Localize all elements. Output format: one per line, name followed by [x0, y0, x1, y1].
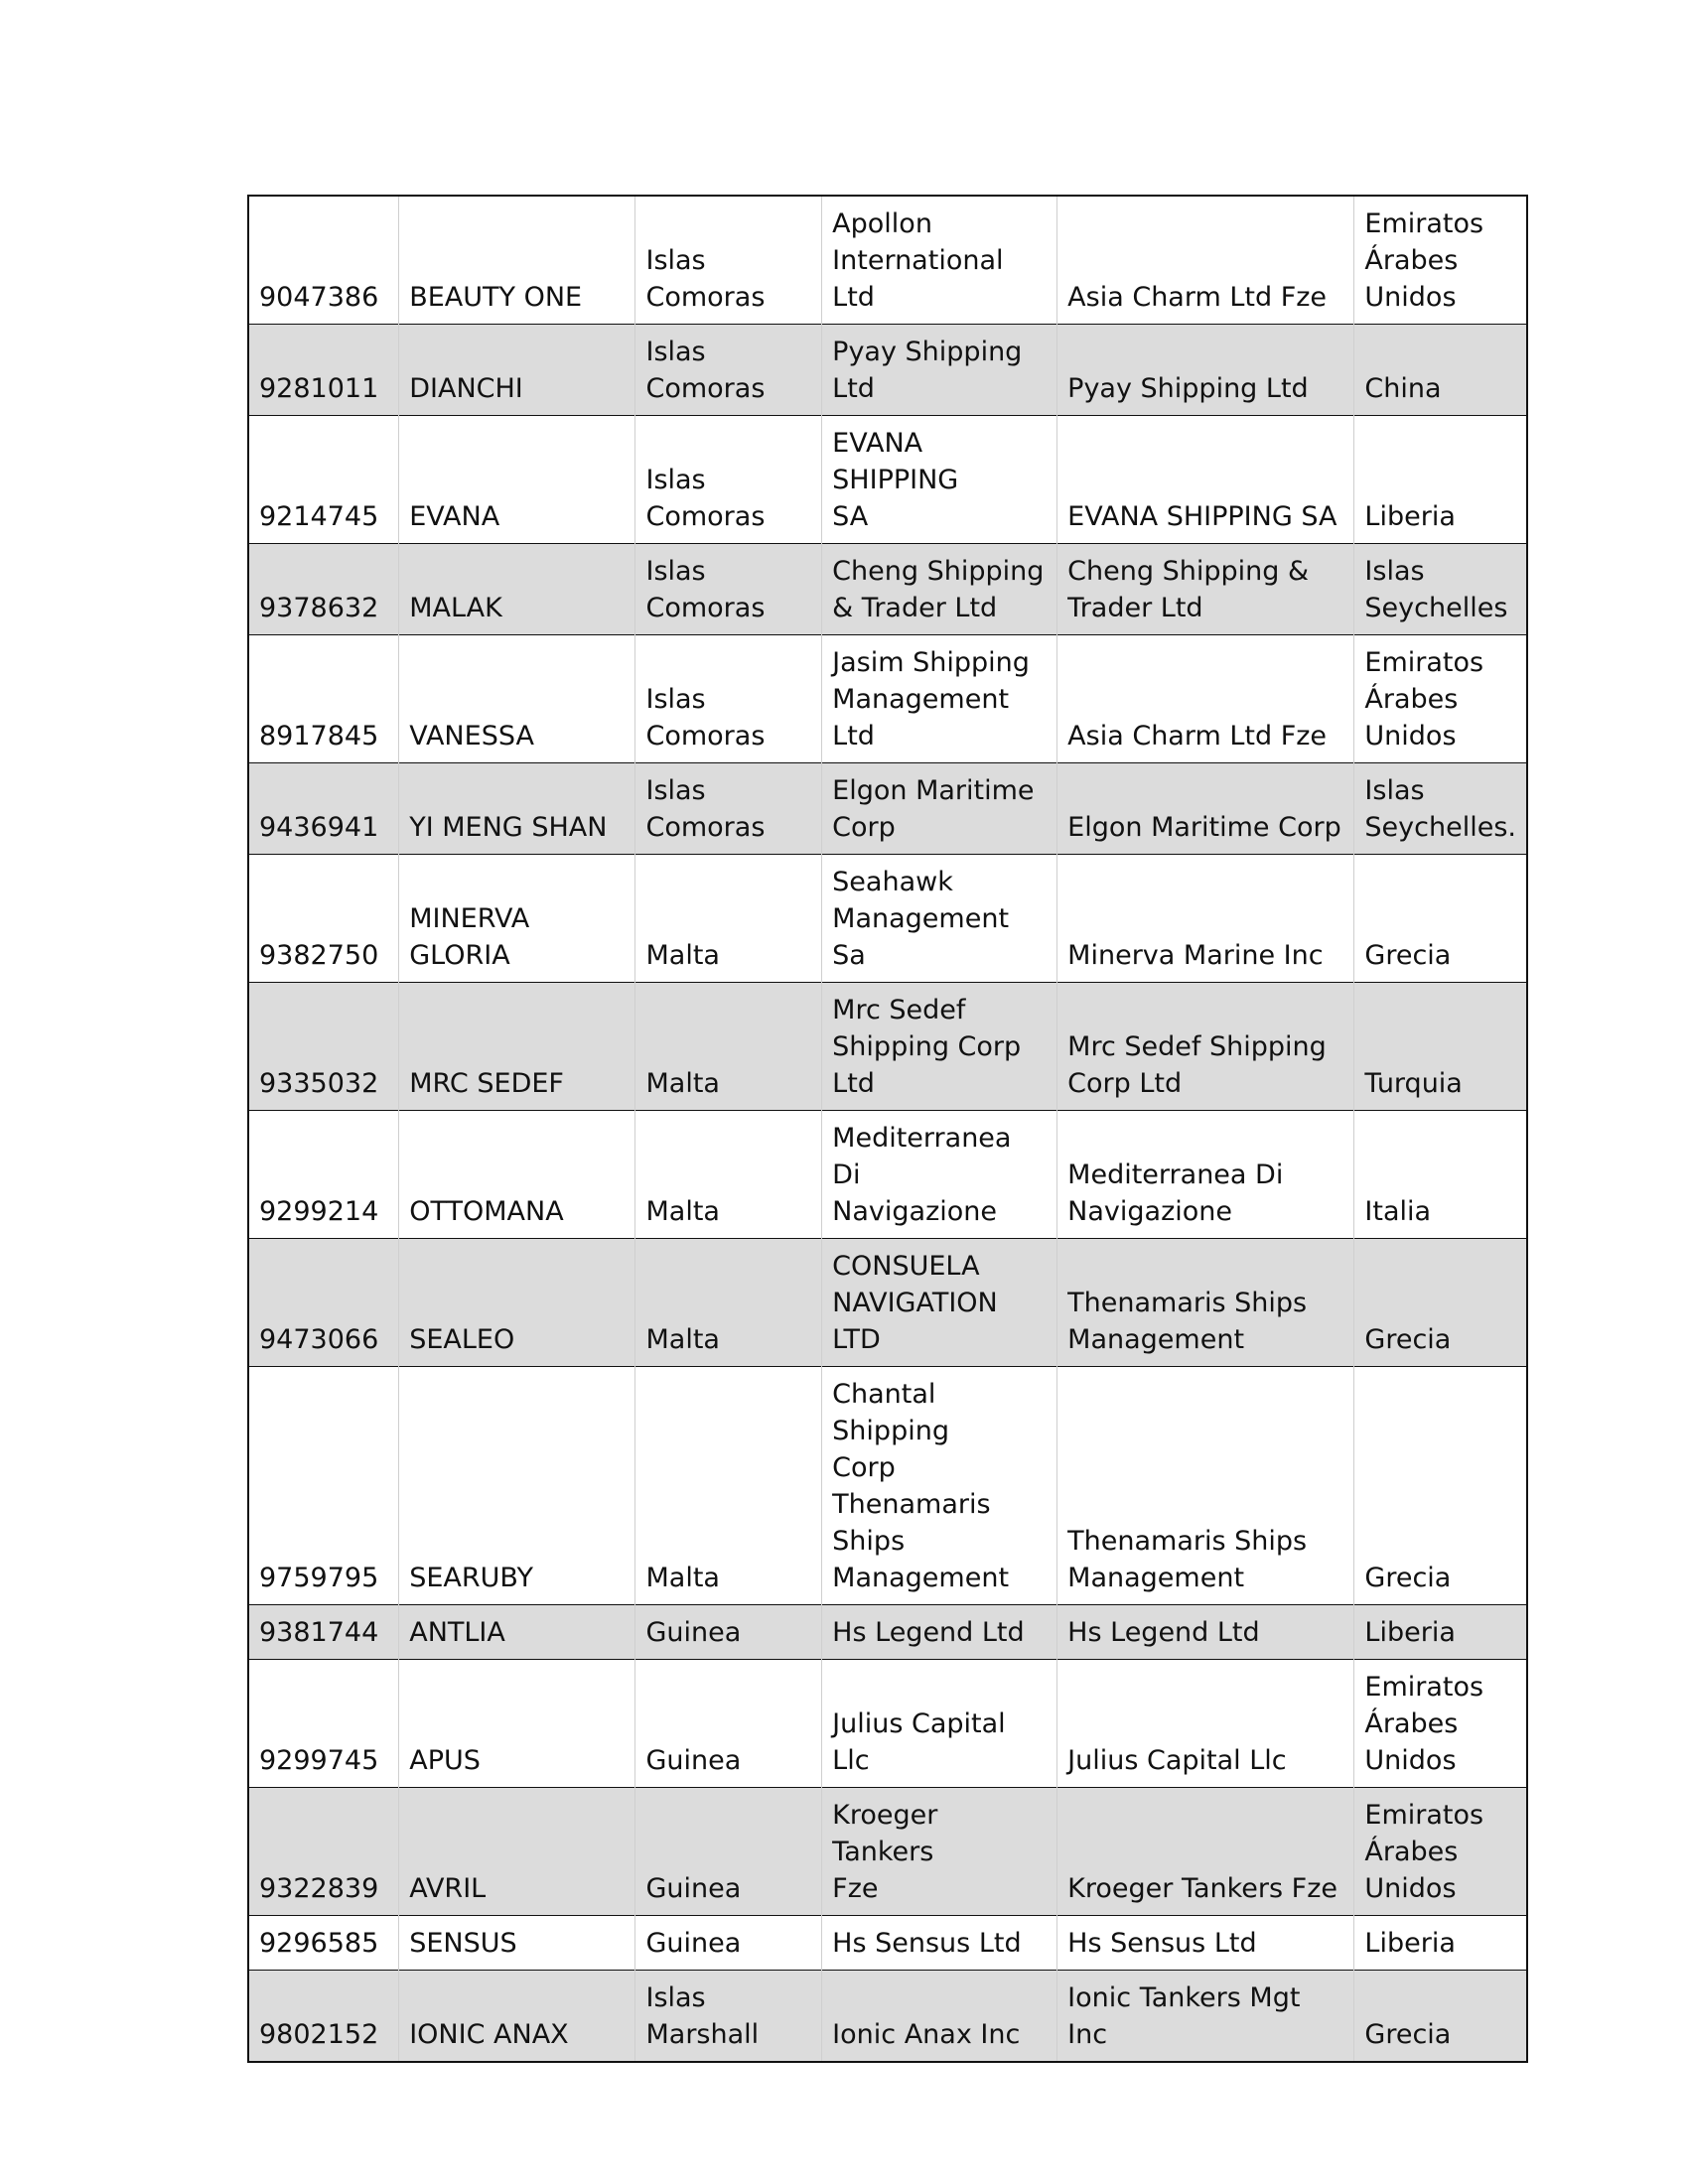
country-cell: Liberia: [1354, 1916, 1527, 1971]
flag-state-cell: Malta: [635, 1367, 822, 1605]
manager-cell: Minerva Marine Inc: [1057, 855, 1354, 983]
vessel-name-cell: ANTLIA: [399, 1605, 635, 1660]
flag-state-cell: Guinea: [635, 1788, 822, 1916]
vessel-name-cell: YI MENG SHAN: [399, 763, 635, 855]
country-cell: Emiratos Árabes Unidos: [1354, 196, 1527, 325]
table-row: [248, 416, 1527, 544]
vessel-name-cell: SEALEO: [399, 1239, 635, 1367]
imo-number-cell: 9381744: [248, 1605, 399, 1660]
vessel-name-cell: MINERVA GLORIA: [399, 855, 635, 983]
registered-owner-cell: Ionic Anax Inc: [822, 1971, 1057, 2063]
registered-owner-cell: Pyay Shipping Ltd: [822, 325, 1057, 416]
table-row: [248, 1239, 1527, 1367]
country-cell: Italia: [1354, 1111, 1527, 1239]
flag-state-cell: Islas Marshall: [635, 1971, 822, 2063]
imo-number-cell: 9322839: [248, 1788, 399, 1916]
table-row: [248, 635, 1527, 763]
vessel-name-cell: DIANCHI: [399, 325, 635, 416]
manager-cell: Pyay Shipping Ltd: [1057, 325, 1354, 416]
imo-number-cell: 9299745: [248, 1660, 399, 1788]
manager-cell: Julius Capital Llc: [1057, 1660, 1354, 1788]
registered-owner-cell: Kroeger Tankers Fze: [822, 1788, 1057, 1916]
registered-owner-cell: Hs Sensus Ltd: [822, 1916, 1057, 1971]
country-cell: Emiratos Árabes Unidos: [1354, 635, 1527, 763]
country-cell: Islas Seychelles.: [1354, 763, 1527, 855]
vessel-name-cell: MRC SEDEF: [399, 983, 635, 1111]
flag-state-cell: Malta: [635, 1111, 822, 1239]
imo-number-cell: 9473066: [248, 1239, 399, 1367]
vessel-name-cell: VANESSA: [399, 635, 635, 763]
imo-number-cell: 9214745: [248, 416, 399, 544]
manager-cell: Hs Sensus Ltd: [1057, 1916, 1354, 1971]
table-row: [248, 1916, 1527, 1971]
manager-cell: Ionic Tankers Mgt Inc: [1057, 1971, 1354, 2063]
table-row: [248, 983, 1527, 1111]
flag-state-cell: Islas Comoras: [635, 416, 822, 544]
manager-cell: Asia Charm Ltd Fze: [1057, 196, 1354, 325]
imo-number-cell: 9759795: [248, 1367, 399, 1605]
registered-owner-cell: Seahawk Management Sa: [822, 855, 1057, 983]
imo-number-cell: 9047386: [248, 196, 399, 325]
manager-cell: Elgon Maritime Corp: [1057, 763, 1354, 855]
table-row: [248, 1605, 1527, 1660]
table-row: [248, 855, 1527, 983]
table-row: [248, 763, 1527, 855]
vessel-name-cell: SEARUBY: [399, 1367, 635, 1605]
country-cell: Turquia: [1354, 983, 1527, 1111]
imo-number-cell: 9296585: [248, 1916, 399, 1971]
registered-owner-cell: Cheng Shipping & Trader Ltd: [822, 544, 1057, 635]
flag-state-cell: Guinea: [635, 1660, 822, 1788]
imo-number-cell: 8917845: [248, 635, 399, 763]
vessel-table-body: [248, 196, 1527, 2062]
flag-state-cell: Islas Comoras: [635, 544, 822, 635]
registered-owner-cell: Apollon International Ltd: [822, 196, 1057, 325]
country-cell: Grecia: [1354, 1367, 1527, 1605]
flag-state-cell: Islas Comoras: [635, 196, 822, 325]
manager-cell: Mrc Sedef Shipping Corp Ltd: [1057, 983, 1354, 1111]
imo-number-cell: 9335032: [248, 983, 399, 1111]
registered-owner-cell: Elgon Maritime Corp: [822, 763, 1057, 855]
flag-state-cell: Malta: [635, 983, 822, 1111]
imo-number-cell: 9382750: [248, 855, 399, 983]
manager-cell: EVANA SHIPPING SA: [1057, 416, 1354, 544]
country-cell: Grecia: [1354, 1239, 1527, 1367]
imo-number-cell: 9299214: [248, 1111, 399, 1239]
registered-owner-cell: Mrc Sedef Shipping Corp Ltd: [822, 983, 1057, 1111]
vessel-name-cell: APUS: [399, 1660, 635, 1788]
table-row: [248, 1971, 1527, 2063]
registered-owner-cell: Jasim Shipping Management Ltd: [822, 635, 1057, 763]
manager-cell: Hs Legend Ltd: [1057, 1605, 1354, 1660]
imo-number-cell: 9378632: [248, 544, 399, 635]
flag-state-cell: Islas Comoras: [635, 763, 822, 855]
country-cell: Grecia: [1354, 1971, 1527, 2063]
manager-cell: Thenamaris Ships Management: [1057, 1239, 1354, 1367]
manager-cell: Thenamaris Ships Management: [1057, 1367, 1354, 1605]
registered-owner-cell: Hs Legend Ltd: [822, 1605, 1057, 1660]
table-row: [248, 1111, 1527, 1239]
flag-state-cell: Islas Comoras: [635, 325, 822, 416]
flag-state-cell: Islas Comoras: [635, 635, 822, 763]
registered-owner-cell: EVANA SHIPPING SA: [822, 416, 1057, 544]
table-row: [248, 196, 1527, 325]
flag-state-cell: Malta: [635, 1239, 822, 1367]
imo-number-cell: 9281011: [248, 325, 399, 416]
flag-state-cell: Guinea: [635, 1916, 822, 1971]
country-cell: Emiratos Árabes Unidos: [1354, 1660, 1527, 1788]
table-row: [248, 325, 1527, 416]
table-row: [248, 1788, 1527, 1916]
manager-cell: Asia Charm Ltd Fze: [1057, 635, 1354, 763]
registered-owner-cell: CONSUELA NAVIGATION LTD: [822, 1239, 1057, 1367]
flag-state-cell: Malta: [635, 855, 822, 983]
registered-owner-cell: Julius Capital Llc: [822, 1660, 1057, 1788]
table-row: [248, 544, 1527, 635]
table-row: [248, 1660, 1527, 1788]
vessel-name-cell: BEAUTY ONE: [399, 196, 635, 325]
vessel-name-cell: EVANA: [399, 416, 635, 544]
vessel-name-cell: AVRIL: [399, 1788, 635, 1916]
registered-owner-cell: Chantal Shipping Corp Thenamaris Ships Management: [822, 1367, 1057, 1605]
table-row: [248, 1367, 1527, 1605]
country-cell: China: [1354, 325, 1527, 416]
manager-cell: Kroeger Tankers Fze: [1057, 1788, 1354, 1916]
imo-number-cell: 9436941: [248, 763, 399, 855]
country-cell: Liberia: [1354, 416, 1527, 544]
vessel-name-cell: OTTOMANA: [399, 1111, 635, 1239]
vessel-name-cell: SENSUS: [399, 1916, 635, 1971]
vessel-name-cell: IONIC ANAX: [399, 1971, 635, 2063]
vessel-name-cell: MALAK: [399, 544, 635, 635]
country-cell: Grecia: [1354, 855, 1527, 983]
flag-state-cell: Guinea: [635, 1605, 822, 1660]
vessel-table: [247, 195, 1528, 2063]
country-cell: Islas Seychelles: [1354, 544, 1527, 635]
country-cell: Liberia: [1354, 1605, 1527, 1660]
manager-cell: Cheng Shipping & Trader Ltd: [1057, 544, 1354, 635]
registered-owner-cell: Mediterranea Di Navigazione: [822, 1111, 1057, 1239]
manager-cell: Mediterranea Di Navigazione: [1057, 1111, 1354, 1239]
imo-number-cell: 9802152: [248, 1971, 399, 2063]
country-cell: Emiratos Árabes Unidos: [1354, 1788, 1527, 1916]
